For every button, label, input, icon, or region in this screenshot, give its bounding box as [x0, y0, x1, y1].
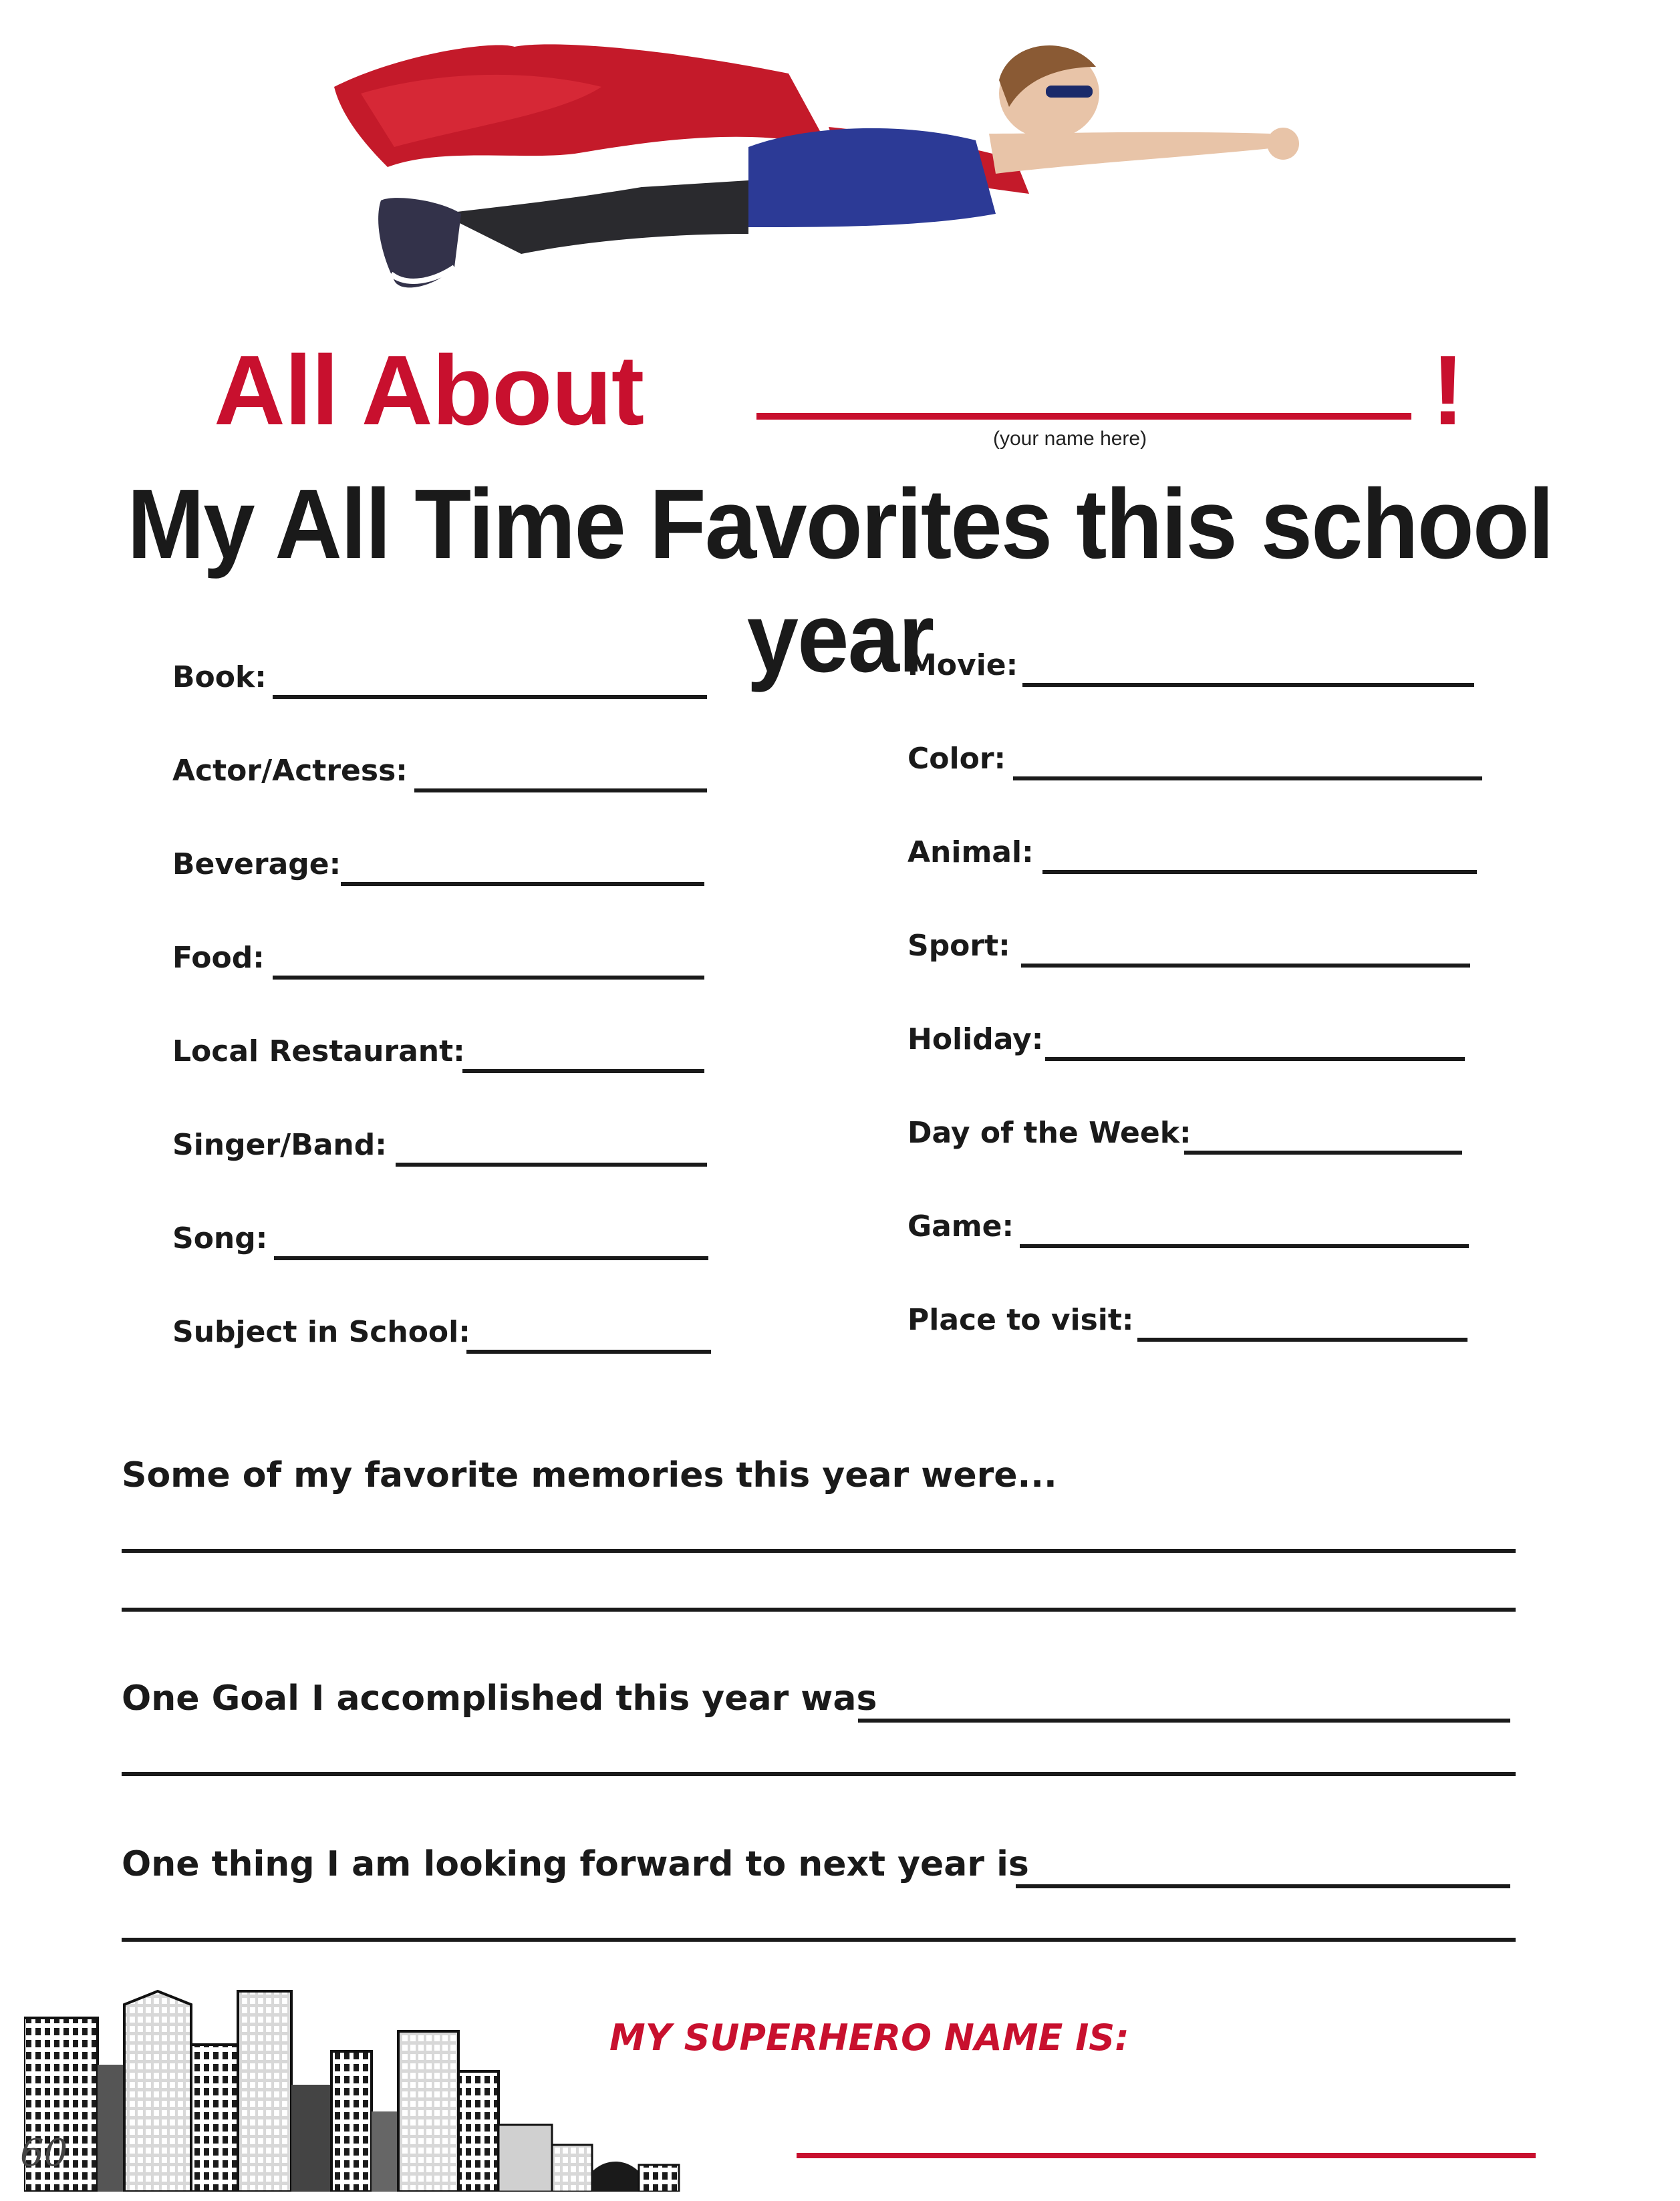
field-blank-line[interactable] — [466, 1350, 711, 1354]
field-label: Game: — [907, 1209, 1014, 1243]
page-subtitle: My All Time Favorites this school year — [127, 469, 1553, 693]
field-day-of-the-week[interactable] — [907, 1116, 1476, 1156]
field-label: Beverage: — [172, 847, 341, 881]
field-animal[interactable] — [907, 835, 1476, 875]
field-label: Actor/Actress: — [172, 754, 408, 788]
field-place-to-visit[interactable] — [907, 1303, 1476, 1343]
field-label: Sport: — [907, 929, 1010, 963]
field-blank-line[interactable] — [414, 788, 707, 792]
field-blank-line[interactable] — [274, 1256, 708, 1260]
field-local-restaurant[interactable] — [172, 1034, 707, 1074]
field-sport[interactable] — [907, 929, 1476, 969]
field-song[interactable] — [172, 1221, 707, 1262]
field-label: Singer/Band: — [172, 1128, 387, 1162]
field-blank-line[interactable] — [1021, 964, 1470, 968]
field-blank-line[interactable] — [273, 695, 707, 699]
field-label: Book: — [172, 660, 267, 694]
field-label: Day of the Week: — [907, 1116, 1192, 1150]
field-label: Animal: — [907, 835, 1034, 869]
field-subject-in-school[interactable] — [172, 1315, 707, 1355]
field-blank-line[interactable] — [1045, 1057, 1465, 1061]
field-blank-line[interactable] — [1022, 683, 1474, 687]
field-blank-line[interactable] — [273, 976, 704, 980]
looking-forward-line-1[interactable] — [1016, 1884, 1510, 1888]
memories-line-1[interactable] — [122, 1549, 1516, 1553]
page-title: All About — [214, 335, 644, 446]
goal-line-2[interactable] — [122, 1772, 1516, 1776]
field-label: Movie: — [907, 648, 1018, 682]
field-label: Subject in School: — [172, 1315, 470, 1349]
field-blank-line[interactable] — [341, 882, 704, 886]
field-blank-line[interactable] — [1020, 1244, 1469, 1248]
title-exclamation: ! — [1431, 335, 1465, 446]
superhero-name-line[interactable] — [797, 2153, 1536, 2158]
field-book[interactable] — [172, 660, 707, 700]
field-blank-line[interactable] — [396, 1163, 707, 1167]
field-beverage[interactable] — [172, 847, 707, 887]
field-blank-line[interactable] — [1013, 776, 1482, 780]
field-blank-line[interactable] — [1042, 870, 1477, 874]
city-skyline-illustration — [24, 1978, 699, 2192]
field-movie[interactable] — [907, 648, 1476, 688]
field-label: Song: — [172, 1221, 268, 1256]
field-label: Color: — [907, 742, 1006, 776]
memories-line-2[interactable] — [122, 1608, 1516, 1612]
field-actor-actress[interactable] — [172, 754, 707, 794]
field-color[interactable] — [907, 742, 1489, 782]
memories-prompt: Some of my favorite memories this year were... — [122, 1455, 1057, 1495]
field-singer-band[interactable] — [172, 1128, 707, 1168]
field-label: Local Restaurant: — [172, 1034, 465, 1068]
name-blank-line[interactable] — [756, 413, 1411, 420]
field-label: Food: — [172, 941, 265, 975]
field-label: Holiday: — [907, 1022, 1044, 1056]
flying-superhero-illustration — [321, 13, 1363, 327]
goal-line-1[interactable] — [858, 1719, 1510, 1723]
superhero-name-label: MY SUPERHERO NAME IS: — [609, 2017, 1129, 2059]
field-blank-line[interactable] — [462, 1069, 704, 1073]
name-hint: (your name here) — [993, 428, 1147, 450]
field-game[interactable] — [907, 1209, 1476, 1250]
field-blank-line[interactable] — [1137, 1338, 1467, 1342]
field-label: Place to visit: — [907, 1303, 1134, 1337]
field-blank-line[interactable] — [1184, 1151, 1462, 1155]
goal-prompt: One Goal I accomplished this year was — [122, 1678, 877, 1719]
looking-forward-line-2[interactable] — [122, 1938, 1516, 1942]
field-food[interactable] — [172, 941, 707, 981]
page-number: 60 — [20, 2132, 68, 2175]
field-holiday[interactable] — [907, 1022, 1476, 1062]
looking-forward-prompt: One thing I am looking forward to next year is — [122, 1844, 1029, 1884]
